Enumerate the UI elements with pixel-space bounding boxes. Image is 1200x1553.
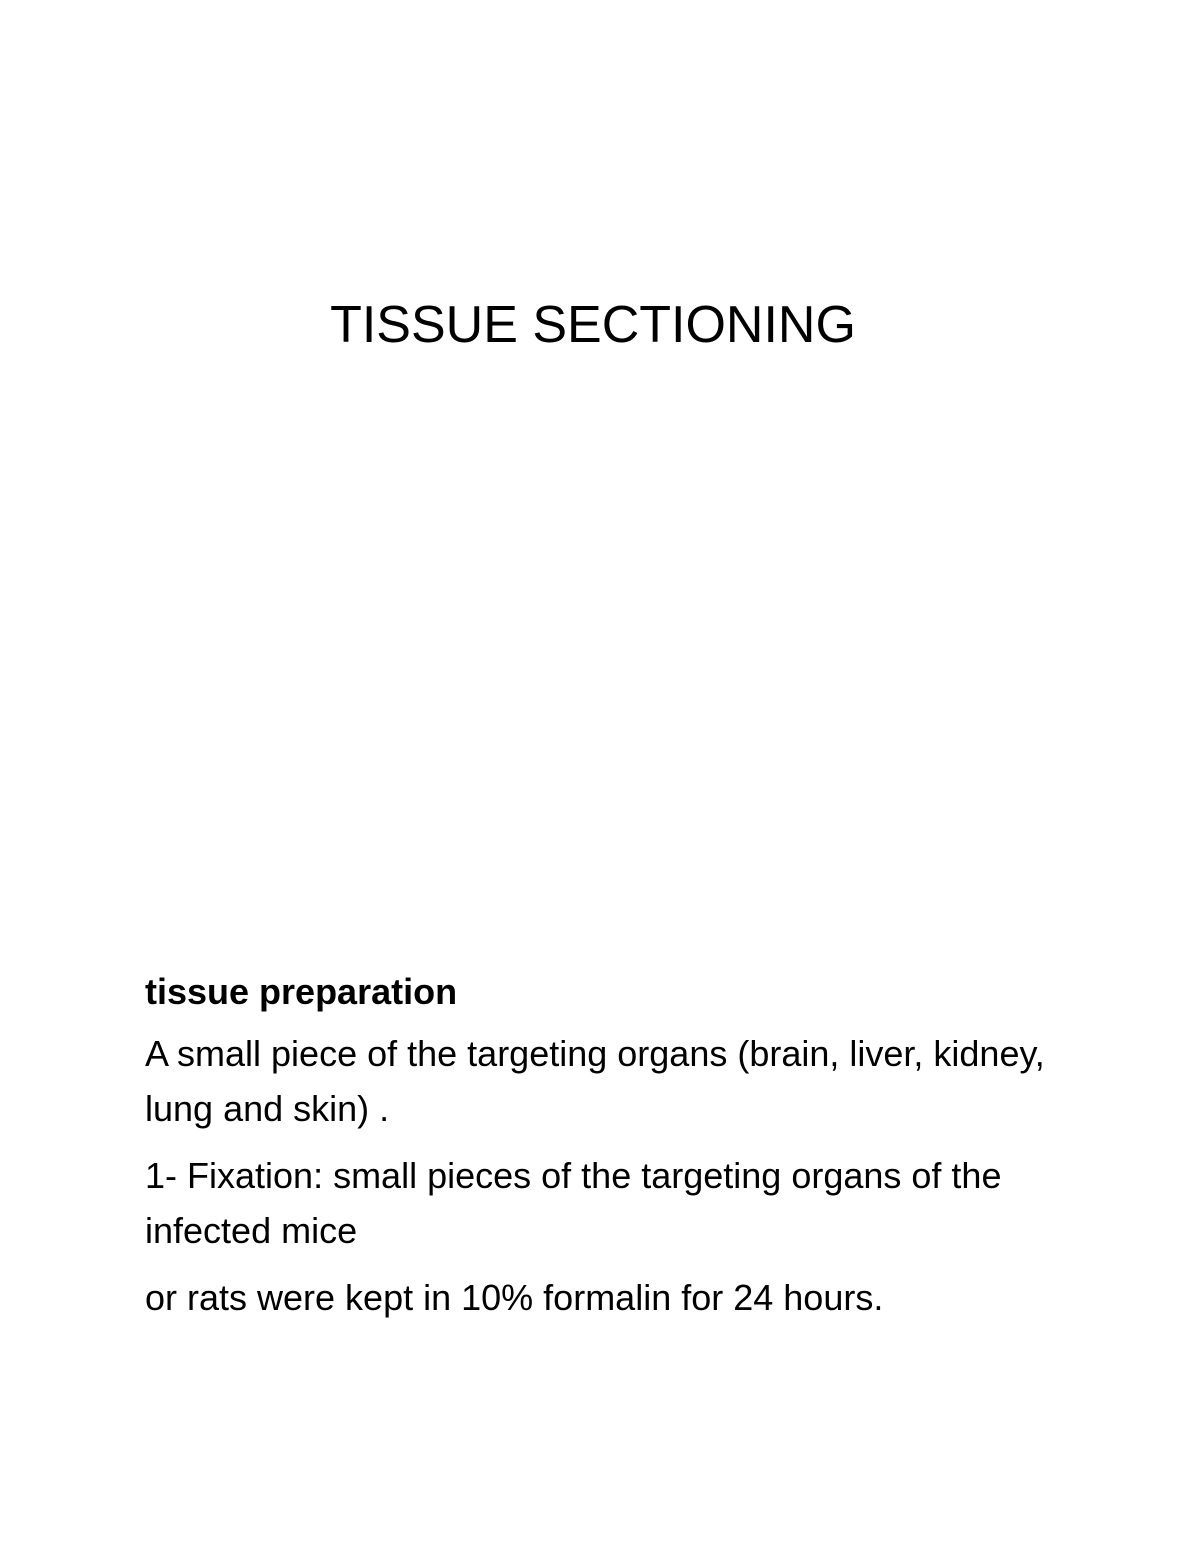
content-block [145,966,1045,1337]
page-title: TISSUE SECTIONING [330,296,856,354]
paragraph-organs: A small piece of the targeting organs (brain, liver, kidney, lung and skin) . [145,1033,1045,1129]
section-heading: tissue preparation [145,971,458,1012]
paragraph-formalin: or rats were kept in 10% formalin for 24 hours. [145,1277,884,1318]
paragraph-fixation: 1- Fixation: small pieces of the targeting organs of the infected mice [145,1155,1002,1251]
